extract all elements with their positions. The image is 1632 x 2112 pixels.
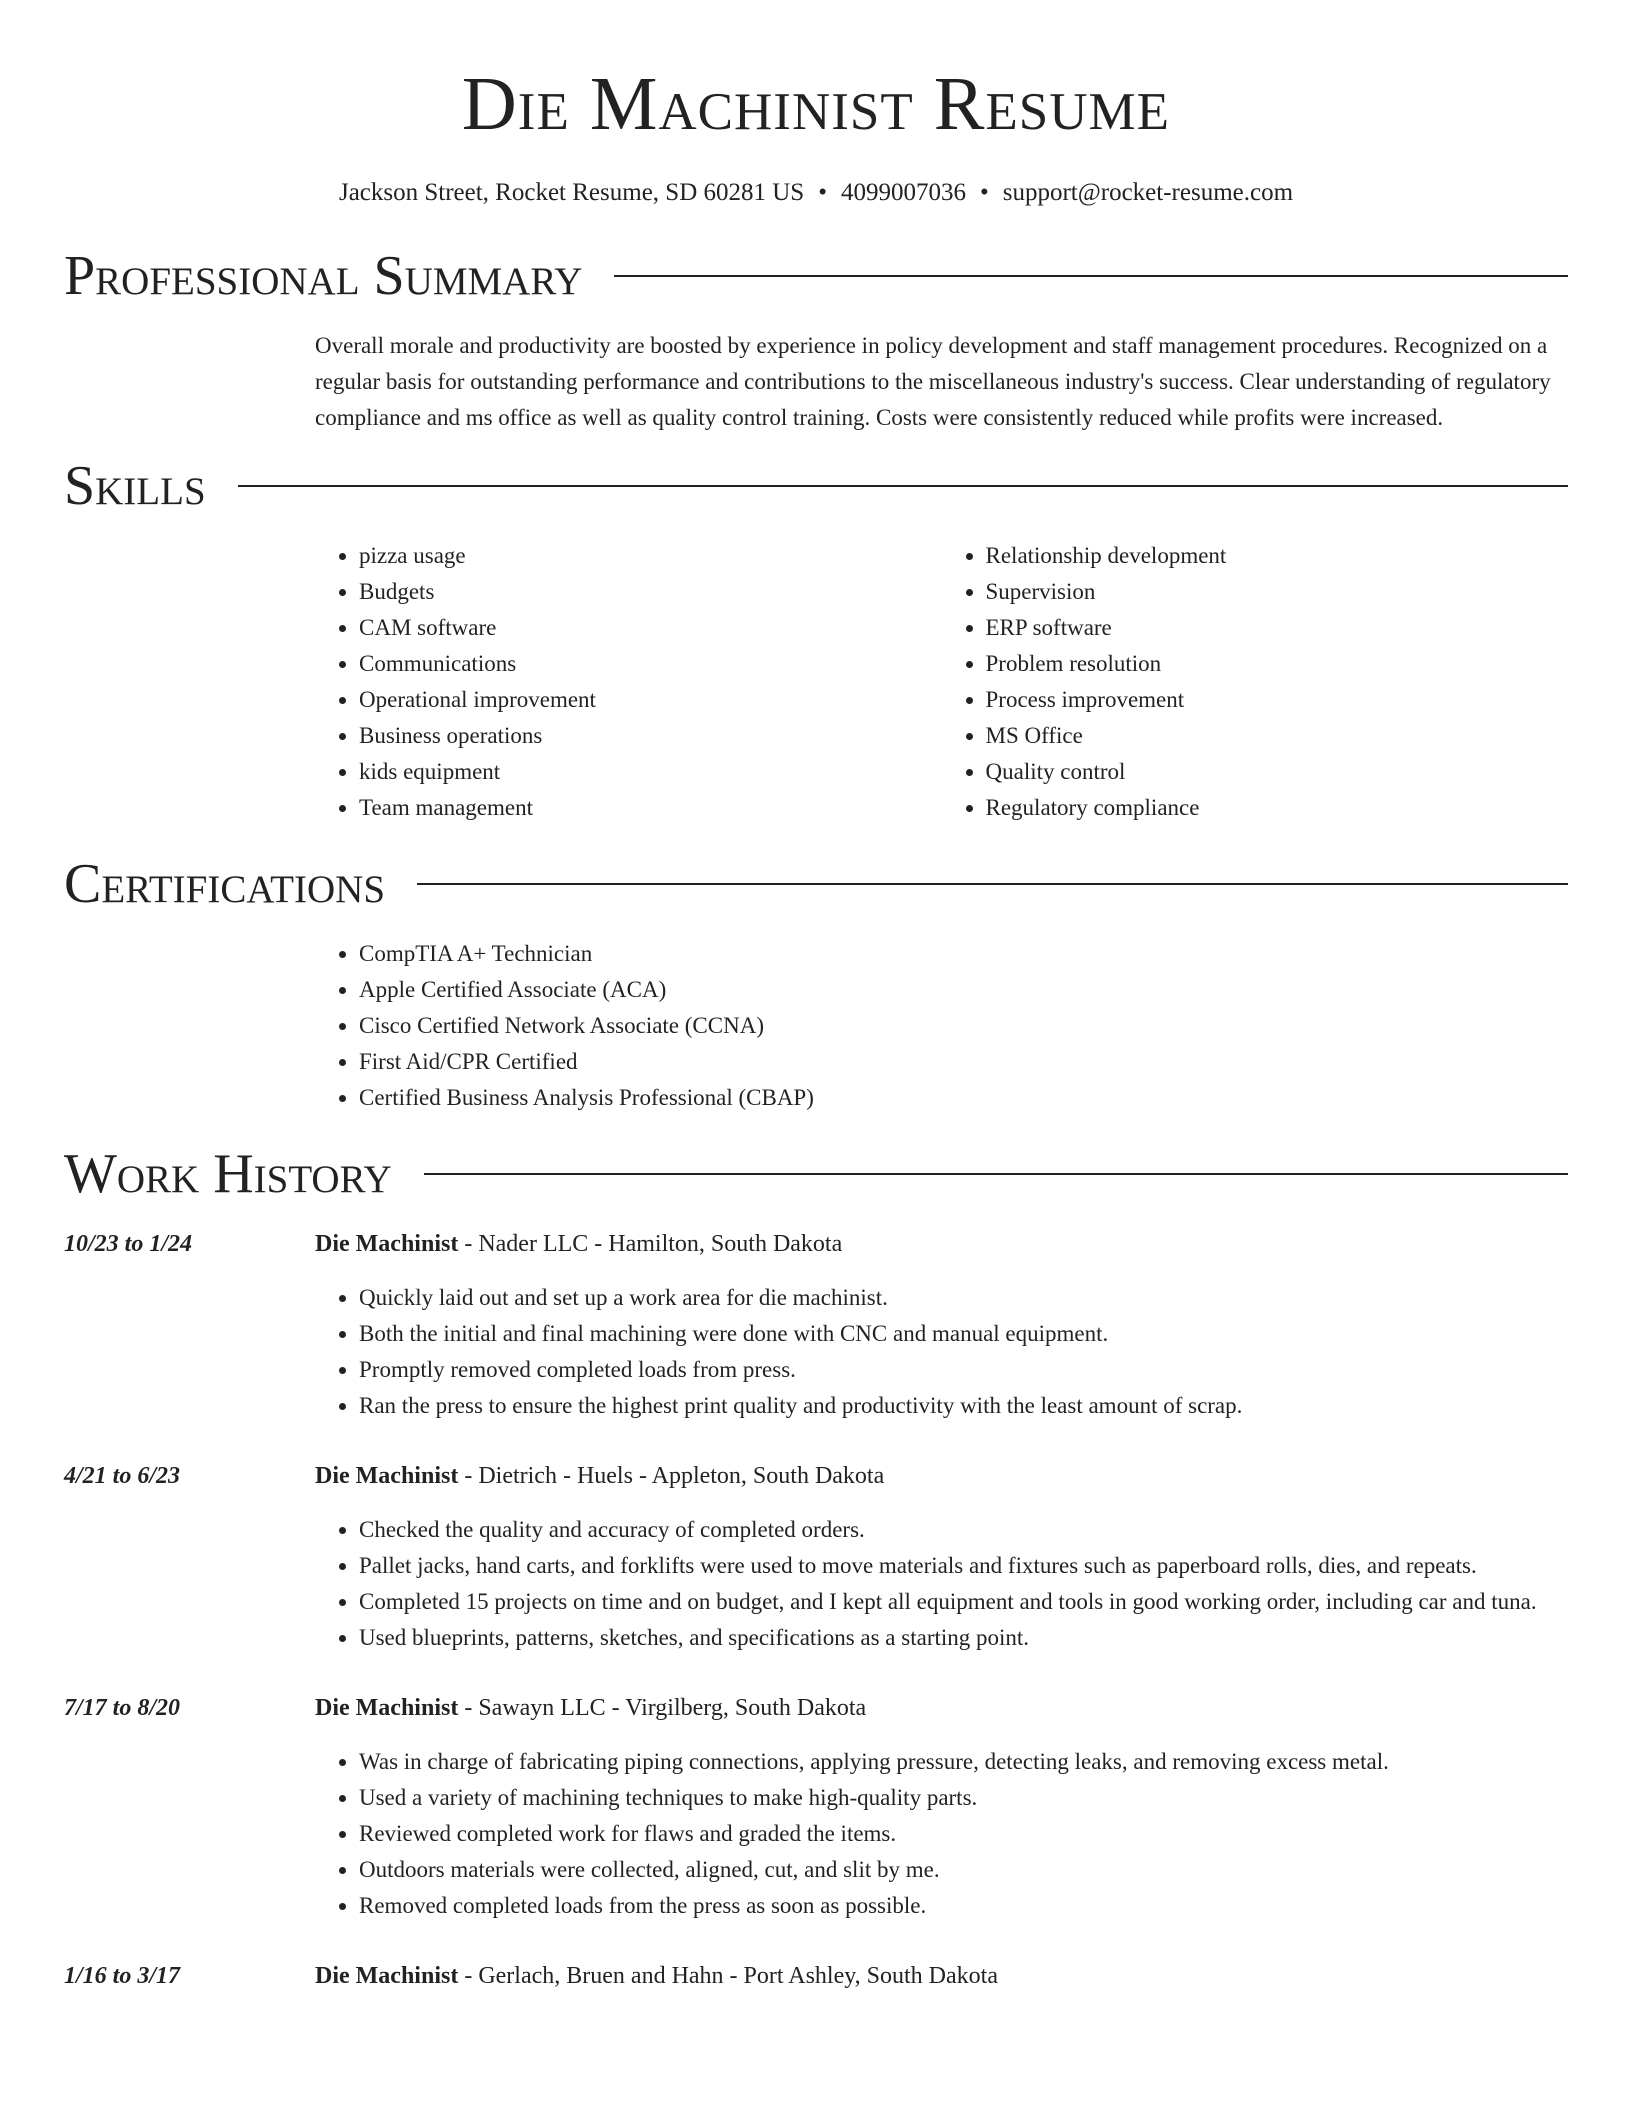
job-duty-item: • Checked the quality and accuracy of completed orders.: [359, 1512, 1568, 1548]
skill-item: • Problem resolution: [986, 646, 1569, 682]
job-role: Die Machinist: [315, 1463, 459, 1489]
job-duties: [315, 1280, 1568, 1424]
section-divider: [238, 485, 1568, 487]
skill-item: • Budgets: [359, 574, 942, 610]
skill-item: • Supervision: [986, 574, 1569, 610]
skills-list: [315, 538, 1568, 826]
certification-item: • First Aid/CPR Certified: [359, 1044, 1568, 1080]
job-duty-item: • Quickly laid out and set up a work area for die machinist.: [359, 1280, 1568, 1316]
skill-item: • Communications: [359, 646, 942, 682]
job-header: [64, 1690, 1568, 1726]
job-title-line: [315, 1958, 998, 1994]
job-employer: - Dietrich - Huels - Appleton, South Dakota: [458, 1463, 885, 1489]
skills-heading: Skills: [64, 455, 206, 517]
work-section-header: [64, 1142, 1568, 1206]
job-title-line: [315, 1690, 866, 1726]
job-employer: - Sawayn LLC - Virgilberg, South Dakota: [458, 1695, 867, 1721]
skill-item: • Process improvement: [986, 682, 1569, 718]
job-dates: 10/23 to 1/24: [64, 1231, 193, 1257]
job-entry: [64, 1458, 1568, 1656]
certifications-items: [315, 936, 1568, 1116]
contact-email: support@rocket-resume.com: [1002, 179, 1294, 206]
job-entry: [64, 1958, 1568, 1994]
skills-section-header: [64, 454, 1568, 518]
skill-item: • Quality control: [986, 754, 1569, 790]
certifications-section-header: [64, 852, 1568, 916]
certifications-list: [315, 936, 1568, 1116]
summary-heading: Professional Summary: [64, 245, 583, 307]
contact-phone: 4099007036: [840, 179, 966, 206]
job-duties: [315, 1512, 1568, 1656]
resume-page: [64, 0, 1568, 1994]
skill-item: • pizza usage: [359, 538, 942, 574]
job-dates: 4/21 to 6/23: [64, 1463, 181, 1489]
job-duty-item: • Removed completed loads from the press as soon as possible.: [359, 1888, 1568, 1924]
job-employer: - Gerlach, Bruen and Hahn - Port Ashley, South Dakota: [458, 1963, 998, 1989]
section-divider: [614, 275, 1568, 277]
certification-item: • Apple Certified Associate (ACA): [359, 972, 1568, 1008]
job-header: [64, 1226, 1568, 1262]
skill-item: • Business operations: [359, 718, 942, 754]
contact-separator: •: [818, 179, 827, 206]
contact-line: [64, 176, 1568, 210]
job-role: Die Machinist: [315, 1695, 459, 1721]
job-duty-item: • Used blueprints, patterns, sketches, and specifications as a starting point.: [359, 1620, 1568, 1656]
certification-item: • CompTIA A+ Technician: [359, 936, 1568, 972]
job-duty-item: • Reviewed completed work for flaws and graded the items.: [359, 1816, 1568, 1852]
contact-separator: •: [979, 179, 989, 206]
job-duty-item: • Both the initial and final machining were done with CNC and manual equipment.: [359, 1316, 1568, 1352]
skill-item: • Relationship development: [986, 538, 1569, 574]
skill-item: • ERP software: [986, 610, 1569, 646]
job-role: Die Machinist: [315, 1963, 459, 1989]
job-role: Die Machinist: [315, 1231, 459, 1257]
skill-item: • Team management: [359, 790, 942, 826]
summary-text: Overall morale and productivity are boosted by experience in policy development and staff management procedures. Recognized on a regular basis for outstanding performance and contributions to the miscellaneous industry's success. Clear understanding of regulatory compliance and ms office as well as quality control training. Costs were consistently reduced while profits were increased.: [315, 333, 1551, 430]
skill-item: • kids equipment: [359, 754, 942, 790]
work-heading: Work History: [64, 1143, 392, 1205]
job-duty-item: • Pallet jacks, hand carts, and forklifts were used to move materials and fixtures such as paperboard rolls, dies, and repeats.: [359, 1548, 1568, 1584]
skill-item: • Regulatory compliance: [986, 790, 1569, 826]
certifications-heading: Certifications: [64, 853, 386, 915]
section-divider: [424, 1173, 1568, 1175]
job-duty-item: • Was in charge of fabricating piping connections, applying pressure, detecting leaks, and removing excess metal.: [359, 1744, 1568, 1780]
resume-title: Die Machinist Resume: [461, 62, 1171, 146]
contact-address: Jackson Street, Rocket Resume, SD 60281 US: [338, 179, 805, 206]
section-divider: [417, 883, 1568, 885]
job-duty-item: • Used a variety of machining techniques to make high-quality parts.: [359, 1780, 1568, 1816]
job-entry: [64, 1690, 1568, 1924]
job-title-line: [315, 1226, 842, 1262]
certification-item: • Certified Business Analysis Professional (CBAP): [359, 1080, 1568, 1116]
skills-left-column: [315, 538, 942, 826]
job-dates: 7/17 to 8/20: [64, 1695, 181, 1721]
job-title-line: [315, 1458, 884, 1494]
job-duties: [315, 1744, 1568, 1924]
job-duty-item: • Promptly removed completed loads from press.: [359, 1352, 1568, 1388]
job-header: [64, 1958, 1568, 1994]
job-entry: [64, 1226, 1568, 1424]
certification-item: • Cisco Certified Network Associate (CCNA): [359, 1008, 1568, 1044]
job-employer: - Nader LLC - Hamilton, South Dakota: [458, 1231, 843, 1257]
summary-section-header: [64, 244, 1568, 308]
job-duty-item: • Outdoors materials were collected, aligned, cut, and slit by me.: [359, 1852, 1568, 1888]
job-duty-item: • Completed 15 projects on time and on budget, and I kept all equipment and tools in good working order, including car and tuna.: [359, 1584, 1568, 1620]
job-header: [64, 1458, 1568, 1494]
skill-item: • Operational improvement: [359, 682, 942, 718]
skill-item: • CAM software: [359, 610, 942, 646]
job-duty-item: • Ran the press to ensure the highest print quality and productivity with the least amount of scrap.: [359, 1388, 1568, 1424]
skills-right-column: [942, 538, 1569, 826]
skill-item: • MS Office: [986, 718, 1569, 754]
work-history-list: [64, 1226, 1568, 1994]
job-dates: 1/16 to 3/17: [64, 1963, 181, 1989]
